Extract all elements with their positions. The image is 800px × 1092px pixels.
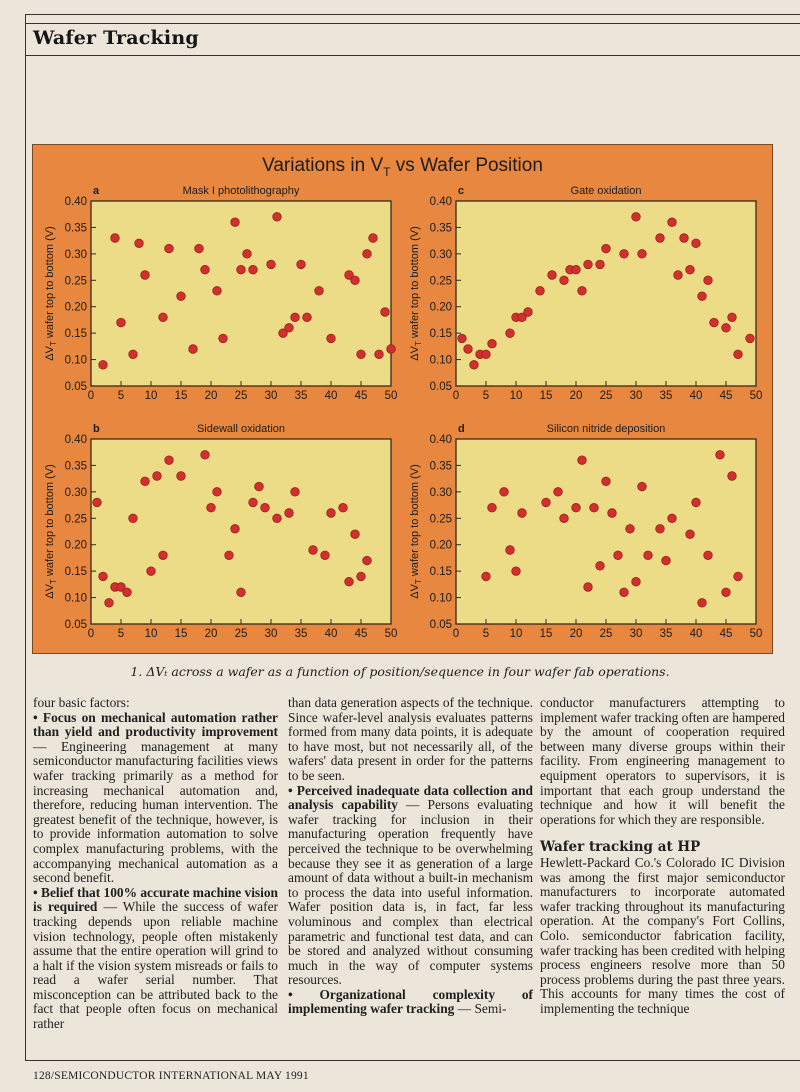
data-point — [273, 213, 282, 222]
data-point — [129, 350, 138, 359]
x-tick-label: 15 — [539, 390, 553, 402]
data-point — [704, 551, 713, 560]
data-point — [303, 313, 312, 322]
text-column-3 — [540, 696, 785, 1016]
y-axis-label: $\Delta V_T$ wafer top to bottom (V) — [44, 226, 58, 361]
x-tick-label: 10 — [509, 390, 523, 402]
panel-c — [398, 175, 768, 420]
data-point — [638, 250, 647, 259]
data-point — [369, 234, 378, 243]
x-tick-label: 15 — [174, 628, 188, 640]
y-tick-label: 0.05 — [429, 619, 452, 631]
left-page-rule — [25, 55, 26, 1060]
data-point — [584, 583, 593, 592]
paragraph: four basic factors: — [33, 695, 130, 710]
data-point — [644, 551, 653, 560]
data-point — [249, 265, 258, 274]
data-point — [488, 503, 497, 512]
data-point — [339, 503, 348, 512]
data-point — [728, 313, 737, 322]
data-point — [357, 350, 366, 359]
data-point — [363, 556, 372, 565]
x-tick-label: 40 — [324, 628, 338, 640]
y-tick-label: 0.35 — [64, 222, 87, 235]
y-tick-label: 0.15 — [64, 566, 87, 579]
data-point — [117, 318, 126, 327]
data-point — [363, 250, 372, 259]
data-point — [746, 334, 755, 343]
x-tick-label: 5 — [482, 390, 490, 402]
data-point — [668, 218, 677, 227]
data-point — [560, 514, 569, 523]
data-point — [327, 509, 336, 518]
data-point — [572, 265, 581, 274]
data-point — [357, 572, 366, 581]
y-tick-label: 0.25 — [64, 275, 87, 288]
figure-title: Variations in $V_T$ vs Wafer Position — [262, 155, 543, 179]
data-point — [632, 577, 641, 586]
data-point — [560, 276, 569, 285]
x-tick-label: 15 — [174, 390, 188, 402]
data-point — [309, 546, 318, 555]
data-point — [668, 514, 677, 523]
x-tick-label: 20 — [204, 390, 218, 402]
paragraph: • Focus on mechanical automation rather than yield and productivity improvement — Engineering management at many semiconductor manufacturing facilities views wafer tracking primarily as a method for increasing mechanical automation and, therefore, reducing human intervention. The greatest benefit of the technique, however, is to provide information automation to solve complex manufacturing problems, with the accompanying mechanical automation as a second benefit. — [33, 709, 278, 886]
data-point — [518, 509, 527, 518]
data-point — [261, 503, 270, 512]
x-tick-label: 35 — [294, 390, 308, 402]
data-point — [692, 239, 701, 248]
footer-rule — [25, 1060, 800, 1061]
data-point — [734, 572, 743, 581]
data-point — [638, 482, 647, 491]
data-point — [99, 572, 108, 581]
x-tick-label: 45 — [354, 628, 368, 640]
plot-area — [456, 201, 756, 386]
top-rule-1 — [25, 14, 800, 15]
x-tick-label: 10 — [509, 628, 523, 640]
panel-title: Gate oxidation — [570, 185, 642, 197]
top-rule-2 — [25, 23, 800, 24]
data-point — [524, 308, 533, 317]
data-point — [680, 234, 689, 243]
x-tick-label: 30 — [264, 628, 278, 640]
y-tick-label: 0.05 — [429, 381, 452, 393]
data-point — [458, 334, 467, 343]
y-tick-label: 0.25 — [429, 275, 452, 288]
data-point — [243, 250, 252, 259]
x-tick-label: 15 — [539, 628, 553, 640]
x-tick-label: 30 — [264, 390, 278, 402]
y-axis-label: $\Delta V_T$ wafer top to bottom (V) — [409, 226, 423, 361]
data-point — [716, 451, 725, 460]
data-point — [321, 551, 330, 560]
data-point — [674, 271, 683, 280]
x-tick-label: 20 — [204, 628, 218, 640]
y-tick-label: 0.10 — [429, 354, 452, 367]
y-tick-label: 0.30 — [64, 486, 87, 499]
data-point — [141, 477, 150, 486]
data-point — [165, 456, 174, 465]
data-point — [656, 234, 665, 243]
data-point — [722, 588, 731, 597]
data-point — [375, 350, 384, 359]
y-tick-label: 0.25 — [429, 513, 452, 526]
x-tick-label: 25 — [599, 390, 613, 402]
data-point — [159, 313, 168, 322]
data-point — [267, 260, 276, 269]
data-point — [608, 509, 617, 518]
y-tick-label: 0.40 — [429, 434, 452, 446]
data-point — [578, 287, 587, 296]
data-point — [105, 599, 114, 608]
data-point — [189, 345, 198, 354]
data-point — [704, 276, 713, 285]
data-point — [662, 556, 671, 565]
data-point — [219, 334, 228, 343]
data-point — [165, 244, 174, 253]
data-point — [231, 218, 240, 227]
data-point — [129, 514, 138, 523]
panel-b — [33, 413, 403, 658]
data-point — [620, 250, 629, 259]
y-tick-label: 0.30 — [429, 248, 452, 261]
data-point — [225, 551, 234, 560]
plot-area — [456, 439, 756, 624]
y-tick-label: 0.05 — [64, 381, 87, 393]
data-point — [590, 503, 599, 512]
paragraph: conductor manufacturers attempting to implement wafer tracking often are hampered by the amount of cooperation required between many diverse groups within their facility. From engineering management to equipment operators to supervisors, it is important that each group understand the technique and how it will benefit the operations for which they are responsible. — [540, 695, 786, 827]
data-point — [327, 334, 336, 343]
y-tick-label: 0.35 — [429, 222, 452, 235]
data-point — [297, 260, 306, 269]
y-tick-label: 0.20 — [429, 301, 452, 314]
data-point — [291, 488, 300, 497]
x-tick-label: 50 — [749, 628, 763, 640]
data-point — [614, 551, 623, 560]
x-tick-label: 25 — [599, 628, 613, 640]
x-tick-label: 45 — [354, 390, 368, 402]
text-column-1 — [33, 696, 278, 1032]
x-tick-label: 25 — [234, 390, 248, 402]
x-tick-label: 40 — [689, 628, 703, 640]
y-tick-label: 0.10 — [64, 592, 87, 605]
data-point — [488, 339, 497, 348]
data-point — [99, 361, 108, 370]
paragraph: Hewlett-Packard Co.'s Colorado IC Division was among the first major semiconductor manufacturers to incorporate automated wafer tracking throughout its manufacturing operation. At the company's Fort Collins, Colo. semiconductor fabrication facility, wafer tracking has been credited with helping process engineers resolve more than 50 process problems during the past three years. This accounts for many times the cost of implementing the technique — [540, 854, 785, 1016]
data-point — [345, 577, 354, 586]
y-tick-label: 0.05 — [64, 619, 87, 631]
x-tick-label: 0 — [452, 628, 460, 640]
data-point — [147, 567, 156, 576]
data-point — [500, 488, 509, 497]
y-axis-label: $\Delta V_T$ wafer top to bottom (V) — [409, 464, 423, 599]
x-tick-label: 35 — [659, 390, 673, 402]
data-point — [111, 234, 120, 243]
x-tick-label: 45 — [719, 390, 733, 402]
x-tick-label: 0 — [452, 390, 460, 402]
data-point — [542, 498, 551, 507]
y-tick-label: 0.40 — [64, 434, 87, 446]
panel-title: Sidewall oxidation — [196, 423, 286, 435]
y-tick-label: 0.20 — [429, 539, 452, 552]
panel-letter: b — [93, 423, 100, 435]
x-tick-label: 40 — [689, 390, 703, 402]
x-tick-label: 5 — [482, 628, 490, 640]
data-point — [195, 244, 204, 253]
y-tick-label: 0.15 — [64, 328, 87, 341]
data-point — [728, 472, 737, 481]
data-point — [554, 488, 563, 497]
data-point — [351, 276, 360, 285]
data-point — [177, 472, 186, 481]
x-tick-label: 10 — [144, 390, 158, 402]
data-point — [291, 313, 300, 322]
x-tick-label: 0 — [87, 628, 95, 640]
y-tick-label: 0.10 — [64, 354, 87, 367]
data-point — [153, 472, 162, 481]
paragraph: • Perceived inadequate data collection and analysis capability — Persons evaluating wafer tracking for inclusion in their manufacturing operation frequently have perceived the technique to be overwhelming because they see it as generation of a large amount of data without a built-in mechanism to process the data into useful information. Wafer position data is, in fact, far less voluminous and complex than electrical parametric and functional test data, and can be stored and analyzed without consuming much in the way of computer systems resources. — [288, 782, 533, 988]
y-tick-label: 0.15 — [429, 328, 452, 341]
data-point — [237, 265, 246, 274]
figure-caption: 1. ΔVₜ across a wafer as a function of position/sequence in four wafer fab operations. — [130, 664, 670, 679]
data-point — [632, 213, 641, 222]
data-point — [620, 588, 629, 597]
y-tick-label: 0.40 — [429, 196, 452, 208]
data-point — [237, 588, 246, 597]
y-axis-label: $\Delta V_T$ wafer top to bottom (V) — [44, 464, 58, 599]
data-point — [506, 329, 515, 338]
x-tick-label: 50 — [384, 390, 398, 402]
x-tick-label: 10 — [144, 628, 158, 640]
figure-box — [32, 144, 773, 654]
plot-area — [91, 201, 391, 386]
data-point — [548, 271, 557, 280]
data-point — [213, 287, 222, 296]
data-point — [285, 509, 294, 518]
x-tick-label: 5 — [117, 390, 125, 402]
data-point — [273, 514, 282, 523]
panel-b-chart — [33, 413, 403, 653]
y-tick-label: 0.40 — [64, 196, 87, 208]
subsection-heading: Wafer tracking at HP — [540, 839, 701, 856]
data-point — [177, 292, 186, 301]
panel-title: Mask I photolithography — [182, 185, 300, 197]
data-point — [512, 567, 521, 576]
data-point — [602, 244, 611, 253]
data-point — [351, 530, 360, 539]
data-point — [692, 498, 701, 507]
panel-a — [33, 175, 403, 420]
data-point — [285, 324, 294, 333]
x-tick-label: 30 — [629, 390, 643, 402]
page-footer: 128/SEMICONDUCTOR INTERNATIONAL MAY 1991 — [33, 1070, 309, 1082]
x-tick-label: 25 — [234, 628, 248, 640]
data-point — [123, 588, 132, 597]
data-point — [207, 503, 216, 512]
data-point — [506, 546, 515, 555]
data-point — [596, 260, 605, 269]
panel-letter: c — [458, 185, 465, 197]
paragraph: than data generation aspects of the technique. Since wafer-level analysis evaluates patterns formed from many data points, it is adequate to have most, but not necessarily all, of the wafers' data present in order for the patterns to be seen. — [288, 695, 533, 783]
x-tick-label: 40 — [324, 390, 338, 402]
data-point — [464, 345, 473, 354]
data-point — [249, 498, 258, 507]
x-tick-label: 30 — [629, 628, 643, 640]
data-point — [686, 530, 695, 539]
data-point — [387, 345, 396, 354]
data-point — [159, 551, 168, 560]
y-tick-label: 0.35 — [429, 460, 452, 473]
data-point — [578, 456, 587, 465]
section-title: Wafer Tracking — [33, 27, 199, 49]
data-point — [536, 287, 545, 296]
y-tick-label: 0.10 — [429, 592, 452, 605]
panel-letter: a — [93, 185, 100, 197]
header-rule — [25, 55, 800, 56]
data-point — [584, 260, 593, 269]
data-point — [482, 572, 491, 581]
left-margin-rule — [25, 14, 26, 55]
data-point — [93, 498, 102, 507]
data-point — [602, 477, 611, 486]
x-tick-label: 20 — [569, 390, 583, 402]
data-point — [470, 361, 479, 370]
data-point — [710, 318, 719, 327]
paragraph: • Belief that 100% accurate machine vision is required — While the success of wafer tracking depends upon reliable machine vision technology, people often mistakenly assume that the entire operation will grind to a halt if the vision system misreads or fails to read a wafer serial number. That misconception can be attributed back to the fact that people often focus on mechanical rather — [33, 884, 278, 1032]
data-point — [572, 503, 581, 512]
panel-c-chart — [398, 175, 768, 415]
y-tick-label: 0.20 — [64, 539, 87, 552]
y-tick-label: 0.30 — [64, 248, 87, 261]
x-tick-label: 45 — [719, 628, 733, 640]
x-tick-label: 50 — [749, 390, 763, 402]
data-point — [255, 482, 264, 491]
data-point — [201, 451, 210, 460]
panel-title: Silicon nitride deposition — [546, 423, 666, 435]
panel-letter: d — [458, 423, 465, 435]
data-point — [213, 488, 222, 497]
y-tick-label: 0.35 — [64, 460, 87, 473]
data-point — [482, 350, 491, 359]
x-tick-label: 0 — [87, 390, 95, 402]
data-point — [231, 525, 240, 534]
data-point — [315, 287, 324, 296]
x-tick-label: 35 — [294, 628, 308, 640]
y-tick-label: 0.15 — [429, 566, 452, 579]
x-tick-label: 35 — [659, 628, 673, 640]
data-point — [734, 350, 743, 359]
data-point — [626, 525, 635, 534]
y-tick-label: 0.25 — [64, 513, 87, 526]
panel-d-chart — [398, 413, 768, 653]
data-point — [722, 324, 731, 333]
panel-a-chart — [33, 175, 403, 415]
y-tick-label: 0.20 — [64, 301, 87, 314]
data-point — [596, 562, 605, 571]
panel-d — [398, 413, 768, 658]
text-column-2 — [288, 696, 533, 1017]
paragraph: • Organizational complexity of implementing wafer tracking — Semi- — [288, 986, 533, 1017]
y-tick-label: 0.30 — [429, 486, 452, 499]
x-tick-label: 5 — [117, 628, 125, 640]
data-point — [381, 308, 390, 317]
data-point — [686, 265, 695, 274]
data-point — [698, 599, 707, 608]
data-point — [135, 239, 144, 248]
x-tick-label: 20 — [569, 628, 583, 640]
data-point — [698, 292, 707, 301]
data-point — [656, 525, 665, 534]
x-tick-label: 50 — [384, 628, 398, 640]
data-point — [141, 271, 150, 280]
data-point — [201, 265, 210, 274]
